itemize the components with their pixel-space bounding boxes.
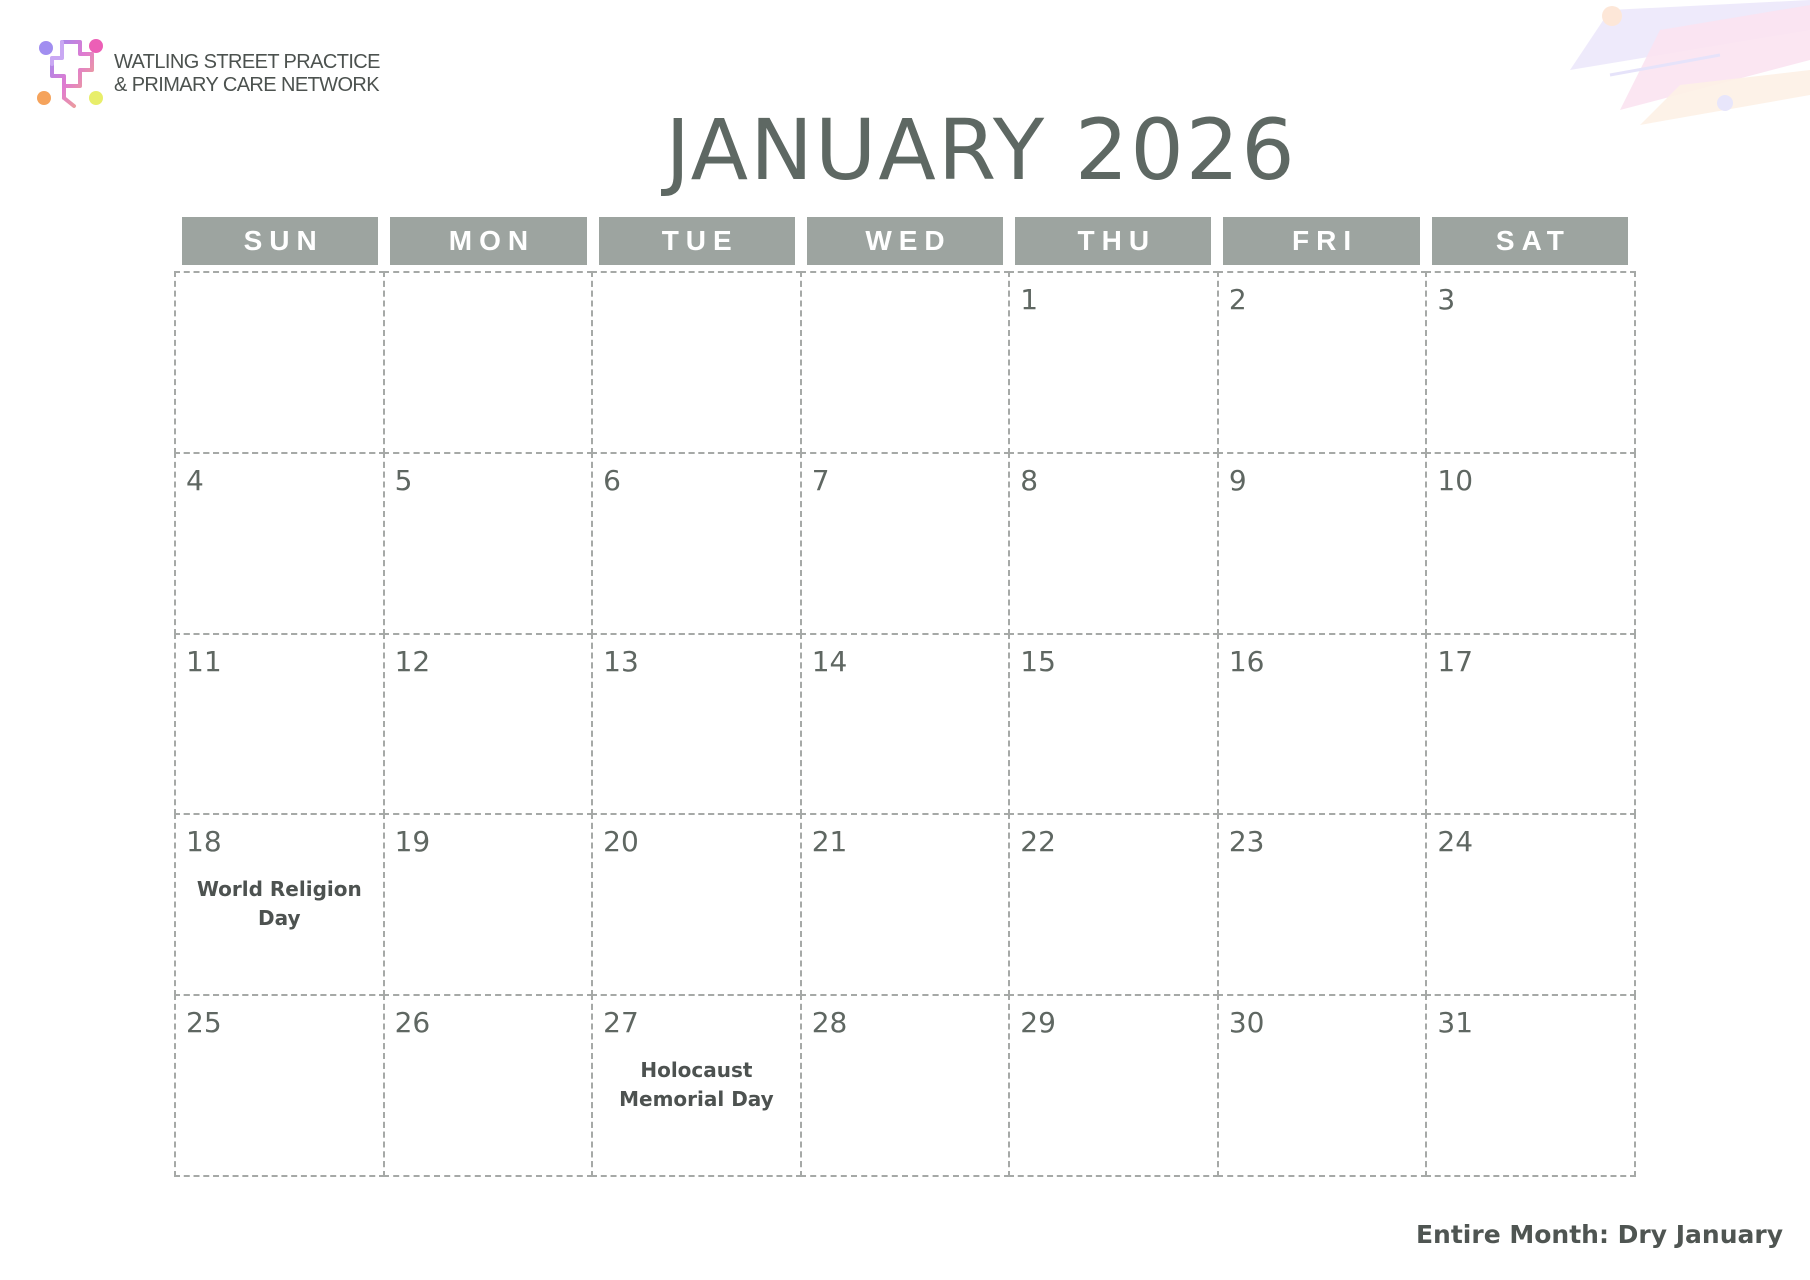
day-number: 27 [603,1006,639,1040]
weekday-header [182,217,1628,265]
day-cell [591,633,802,816]
day-number: 30 [1228,1006,1265,1040]
page-title: JANUARY 2026 [665,101,1297,199]
weekday-tue: TUE [599,217,795,265]
day-cell [383,633,594,816]
logo-line-1: WATLING STREET PRACTICE [114,51,380,73]
day-cell [1217,994,1428,1177]
day-number: 17 [1437,644,1474,678]
day-number: 6 [603,463,621,497]
day-cell [1008,271,1219,454]
day-number: 11 [186,644,222,678]
day-number: 4 [186,463,204,497]
day-cell [800,994,1011,1177]
day-number: 25 [186,1006,222,1040]
day-cell [1008,633,1219,816]
day-number: 15 [1020,644,1056,678]
day-cell [383,994,594,1177]
day-cell [383,452,594,635]
calendar-grid [175,272,1635,1176]
day-number: 31 [1437,1006,1474,1040]
day-cell [800,633,1011,816]
day-cell [174,813,385,996]
day-cell [800,271,1011,454]
day-number: 26 [394,1006,431,1040]
day-number: 1 [1020,283,1039,316]
day-number: 23 [1228,825,1265,859]
day-cell [1008,994,1219,1177]
day-number: 16 [1228,644,1265,678]
weekday-sun: SUN [182,217,378,265]
day-cell [591,271,802,454]
day-number: 22 [1020,825,1056,859]
weekday-thu: THU [1015,217,1211,265]
day-number: 24 [1437,825,1474,859]
day-cell [1217,452,1428,635]
day-number: 20 [603,825,639,859]
day-cell [174,452,385,635]
logo-text [114,51,380,97]
weekday-mon: MON [390,217,586,265]
day-number: 3 [1437,283,1456,316]
day-cell [383,813,594,996]
day-number: 13 [603,644,639,678]
weekday-wed: WED [807,217,1003,265]
day-cell [1425,271,1636,454]
day-cell [800,452,1011,635]
day-cell [591,813,802,996]
day-number: 14 [811,644,848,678]
day-cell [1217,813,1428,996]
day-number: 10 [1437,463,1474,497]
day-cell [1008,452,1219,635]
day-number: 19 [394,825,431,859]
day-number: 28 [811,1006,848,1040]
day-cell [1425,813,1636,996]
weekday-sat: SAT [1432,217,1628,265]
day-number: 21 [811,825,848,859]
day-number: 7 [811,463,830,497]
day-cell [1217,271,1428,454]
footer-note: Entire Month: Dry January [1415,1220,1783,1249]
day-number: 29 [1020,1006,1056,1040]
day-cell [1425,633,1636,816]
day-number: 8 [1020,463,1039,497]
day-cell [174,271,385,454]
day-cell [1425,452,1636,635]
day-cell [383,271,594,454]
event-label: World Religion Day [196,877,362,931]
day-number: 5 [394,463,413,497]
day-cell [1008,813,1219,996]
logo-line-2: & PRIMARY CARE NETWORK [114,74,379,96]
day-cell [174,994,385,1177]
day-cell [174,633,385,816]
day-number: 2 [1228,283,1247,316]
weekday-fri: FRI [1223,217,1419,265]
day-cell [800,813,1011,996]
day-number: 9 [1228,463,1247,497]
day-cell [1425,994,1636,1177]
event-label: Holocaust Memorial Day [619,1058,774,1112]
day-number: 18 [186,825,222,859]
day-number: 12 [394,644,431,678]
day-cell [1217,633,1428,816]
day-cell [591,452,802,635]
day-cell [591,994,802,1177]
